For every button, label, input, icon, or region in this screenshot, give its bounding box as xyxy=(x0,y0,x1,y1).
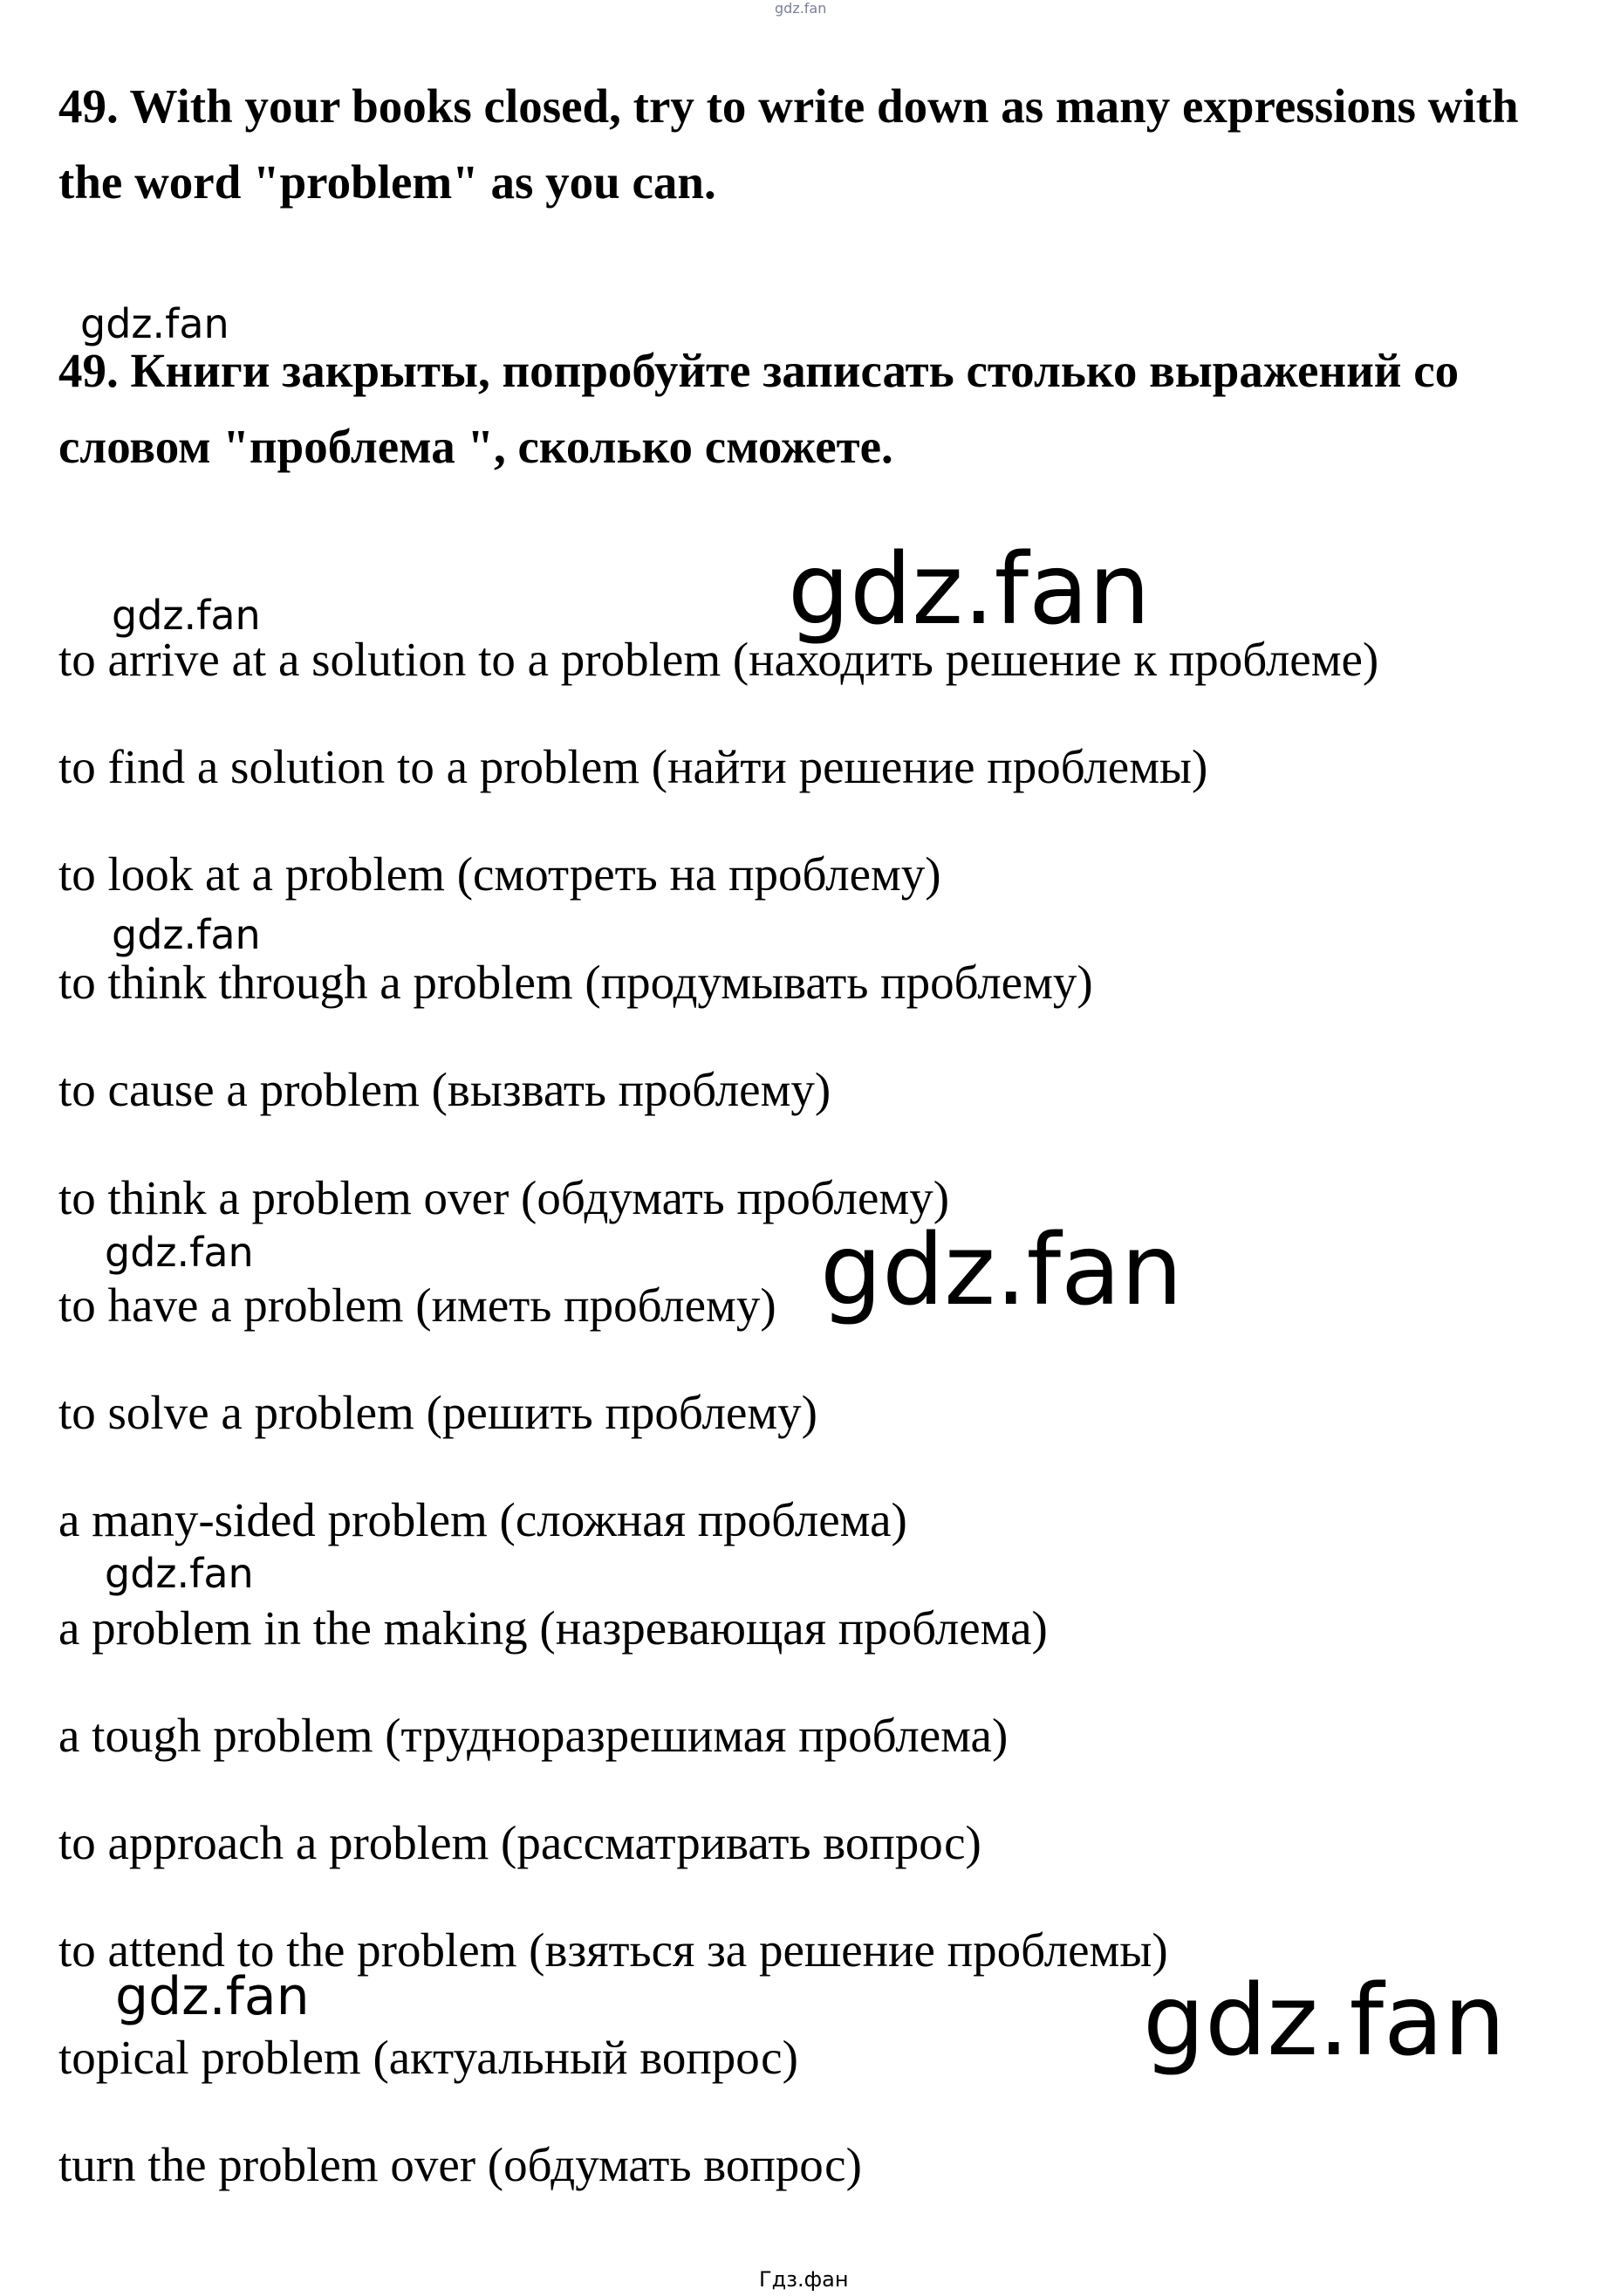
expression-item: to find a solution to a problem (найти решение проблемы) xyxy=(58,740,1208,793)
expression-item: topical problem (актуальный вопрос) xyxy=(58,2031,798,2084)
expression-item: to look at a problem (смотреть на проблему) xyxy=(58,847,941,901)
watermark: gdz.fan xyxy=(788,533,1151,647)
exercise-heading-russian: 49. Книги закрыты, попробуйте записать столько выражений со словом "проблема ", сколько сможете. xyxy=(58,344,1460,473)
expression-item: to think through a problem (продумывать проблему) xyxy=(58,956,1093,1009)
watermark: gdz.fan xyxy=(820,1214,1183,1327)
expression-item: to arrive at a solution to a problem (находить решение к проблеме) xyxy=(58,633,1379,686)
expression-item: to attend to the problem (взяться за решение проблемы) xyxy=(58,1923,1168,1977)
exercise-heading-english: 49. With your books closed, try to write down as many expressions with the word "problem" as you can. xyxy=(58,79,1519,209)
top-watermark: gdz.fan xyxy=(775,0,827,17)
expression-item: to cause a problem (вызвать проблему) xyxy=(58,1063,831,1116)
expression-item: a problem in the making (назревающая проблема) xyxy=(58,1601,1048,1655)
expression-item: turn the problem over (обдумать вопрос) xyxy=(58,2138,862,2191)
watermark: gdz.fan xyxy=(105,1229,254,1276)
expression-item: to solve a problem (решить проблему) xyxy=(58,1386,817,1439)
watermark: gdz.fan xyxy=(115,1966,310,2027)
expression-item: to have a problem (иметь проблему) xyxy=(58,1278,776,1332)
watermark: gdz.fan xyxy=(80,300,229,347)
expression-item: to approach a problem (рассматривать вопрос) xyxy=(58,1816,981,1869)
watermark: gdz.fan xyxy=(1143,1964,1506,2078)
watermark: gdz.fan xyxy=(112,911,261,958)
expression-item: a tough problem (трудноразрешимая проблема) xyxy=(58,1709,1009,1762)
expression-item: to think a problem over (обдумать проблему) xyxy=(58,1171,950,1224)
footer-watermark: Гдз.фан xyxy=(759,2267,849,2292)
watermark: gdz.fan xyxy=(112,592,261,639)
watermark: gdz.fan xyxy=(105,1550,254,1597)
expression-item: a many-sided problem (сложная проблема) xyxy=(58,1493,907,1546)
